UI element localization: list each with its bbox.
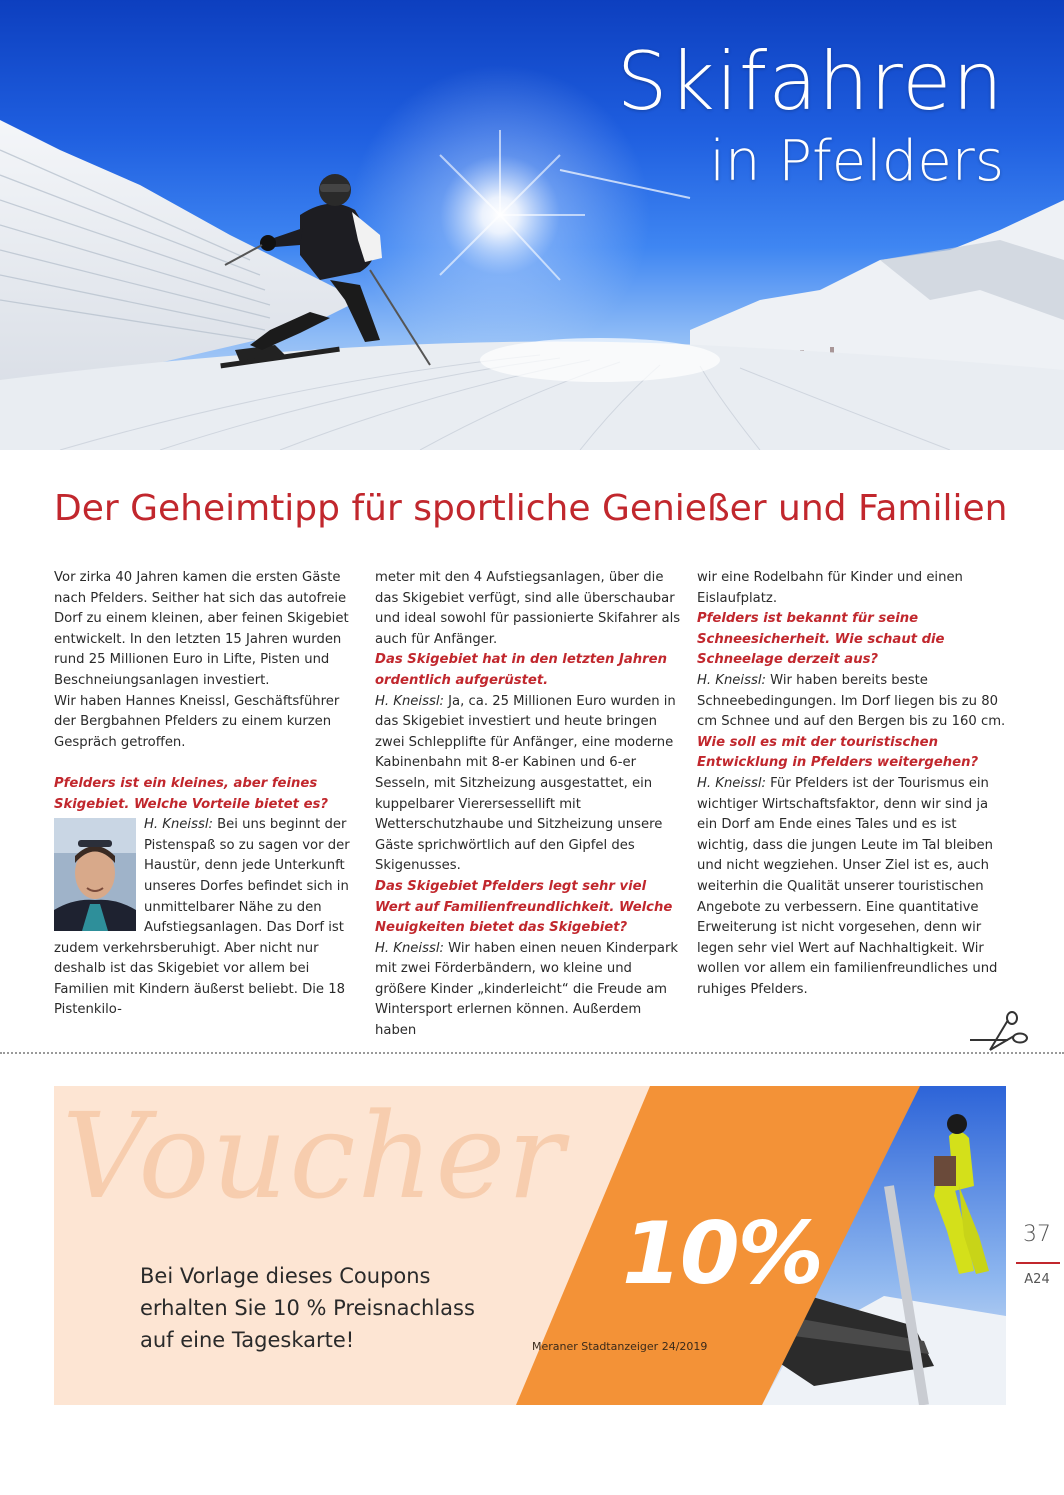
intro-paragraph-2: Wir haben Hannes Kneissl, Geschäftsführer der Bergbahnen Pfelders zu einem kurzen Gespräch getroffen.: [54, 693, 340, 750]
answer-1-text: Bei uns beginnt der Pistenspaß so zu sagen vor der Haustür, denn jede Unterkunft unseres Dorfes befindet sich in unmittelbarer Nähe zu den Aufstiegsanlagen. Das Dorf ist zudem verkehrsberuhigt. Aber nicht nur deshalb ist das Skigebiet vor allem bei Familien mit Kindern äußerst beliebt. Die 18 Pistenkilo-: [54, 817, 350, 1018]
page-number: 37: [1023, 1222, 1051, 1247]
article-column-2: [375, 568, 683, 1042]
answer-3-text: Wir haben einen neuen Kinderpark mit zwei Förderbändern, wo kleine und größere Kinder „kinderleicht“ die Freude am Wintersport erlernen können. Außerdem haben: [375, 940, 679, 1039]
scissors-icon: [968, 1010, 1032, 1054]
article-headline: Der Geheimtipp für sportliche Genießer und Familien: [54, 488, 1008, 529]
hero-title-line2: in Pfelders: [709, 129, 1004, 194]
question-1: Pfelders ist ein kleines, aber feines Skigebiet. Welche Vorteile bietet es?: [54, 775, 329, 812]
hero-title-line1: Skifahren: [616, 35, 1004, 128]
answer-4-text: Wir haben bereits beste Schneebedingungen. Im Dorf liegen bis zu 80 cm Schnee und auf den Bergen bis zu 160 cm.: [697, 672, 1006, 730]
answer-4: [697, 671, 1007, 733]
question-4: Pfelders ist bekannt für seine Schneesicherheit. Wie schaut die Schneelage derzeit aus?: [697, 611, 945, 668]
voucher-coupon: [54, 1086, 1006, 1405]
answer-2: [375, 692, 683, 877]
voucher-source: Meraner Stadtanzeiger 24/2019: [532, 1340, 708, 1353]
voucher-line-2: erhalten Sie 10 % Preisnachlass: [140, 1296, 475, 1320]
page-number-rule: [1016, 1262, 1060, 1264]
answer-1-continued: meter mit den 4 Aufstiegsanlagen, über die das Skigebiet verfügt, sind alle überschaubar und ideal sowohl für passionierte Skifahrer als auch für Anfänger.: [375, 570, 681, 647]
question-5: Wie soll es mit der touristischen Entwicklung in Pfelders weitergehen?: [697, 734, 979, 771]
hero-title: [616, 35, 1004, 194]
voucher-line-3: auf eine Tageskarte!: [140, 1328, 355, 1352]
speaker-label: H. Kneissl:: [144, 817, 213, 833]
answer-3-continued: wir eine Rodelbahn für Kinder und einen Eislaufplatz.: [697, 570, 963, 606]
voucher-line-1: Bei Vorlage dieses Coupons: [140, 1264, 431, 1288]
answer-3: [375, 939, 683, 1042]
answer-2-text: Ja, ca. 25 Millionen Euro wurden in das Skigebiet investiert und heute bringen zwei Schlepplifte für Anfänger, eine moderne Kabinenbahn mit 8-er Kabinen und 6-er Sesseln, mit Sitzheizung ausgestattet, ein kuppelbarer Vierersessellift mit Wetterschutzhaube und Sitzheizung unsere Gäste sprichwörtlich auf den Gipfel des Skigenusses.: [375, 693, 676, 874]
cut-line: [0, 1052, 1064, 1054]
intro-paragraph: Vor zirka 40 Jahren kamen die ersten Gäste nach Pfelders. Seither hat sich das autofreie Dorf zu einem kleinen, aber feinen Skigebiet entwickelt. In den letzten 15 Jahren wurden rund 25 Millionen Euro in Lifte, Pisten und Beschneiungsanlagen investiert.: [54, 570, 349, 688]
answer-5-text: Für Pfelders ist der Tourismus ein wichtiger Wirtschaftsfaktor, denn wir sind ja ein Dorf am Ende eines Tales und es ist wichtig, dass die jungen Leute im Tal bleiben und nicht wegziehen. Unser Ziel ist es, auch weiterhin die Qualität unserer touristischen Angebote zu verbessern. Eine quantitative Erweiterung ist nicht vorgesehen, denn wir legen sehr viel Wert auf Nachhaltigkeit. Wir wollen vor allem ein familienfreundliches und ruhiges Pfelders.: [697, 775, 998, 997]
article-column-1: [54, 568, 364, 1021]
portrait-photo: [54, 818, 136, 931]
question-2: Das Skigebiet hat in den letzten Jahren ordentlich aufgerüstet.: [375, 652, 668, 688]
page-code: A24: [1024, 1272, 1050, 1287]
speaker-label: H. Kneissl:: [375, 940, 444, 956]
voucher-discount: 10%: [622, 1204, 822, 1304]
voucher-offer-text: [140, 1260, 540, 1356]
speaker-label: H. Kneissl:: [697, 672, 766, 688]
voucher-script-word: Voucher: [62, 1087, 566, 1225]
hero-photo: [0, 0, 1064, 450]
question-3: Das Skigebiet Pfelders legt sehr viel Wert auf Familienfreundlichkeit. Welche Neuigkeiten bietet das Skigebiet?: [375, 878, 673, 936]
speaker-label: H. Kneissl:: [697, 775, 766, 791]
article-column-3: [697, 568, 1007, 1000]
speaker-label: H. Kneissl:: [375, 693, 444, 709]
answer-5: [697, 774, 1007, 1001]
